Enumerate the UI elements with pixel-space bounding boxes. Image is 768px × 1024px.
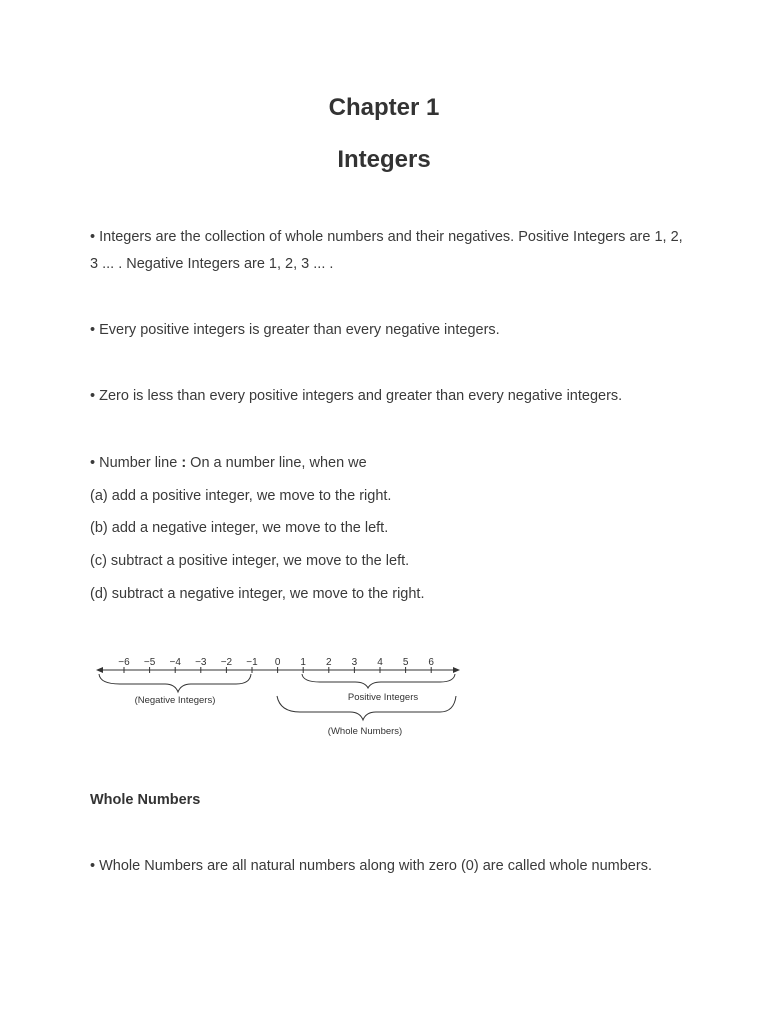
tick-group: [118, 657, 434, 673]
right-arrow-icon: [453, 667, 460, 673]
rule-b: (b) add a negative integer, we move to the left.: [90, 520, 389, 536]
negative-brace: [99, 674, 251, 692]
whole-numbers-label: (Whole Numbers): [327, 726, 403, 737]
tick-label: −6: [118, 657, 130, 668]
tick-label: −5: [143, 657, 156, 668]
tick-label: −1: [246, 657, 258, 668]
tick-label: 3: [351, 657, 358, 668]
negative-integers-label: (Negative Integers): [134, 695, 216, 706]
tick-label: −4: [169, 657, 181, 668]
positive-vs-negative-fact: • Every positive integers is greater than every negative integers.: [90, 322, 500, 338]
tick-label: 4: [377, 657, 383, 668]
rule-d: (d) subtract a negative integer, we move to the right.: [90, 586, 425, 602]
positive-brace: [302, 674, 455, 688]
number-line-intro-colon: :: [181, 455, 187, 471]
tick-label: 5: [402, 657, 409, 668]
tick-label: 2: [326, 657, 332, 668]
left-arrow-icon: [96, 667, 103, 673]
tick-label: −2: [220, 657, 233, 668]
positive-integers-label: Positive Integers: [347, 692, 419, 703]
rule-c: (c) subtract a positive integer, we move to the left.: [90, 553, 410, 569]
zero-fact: • Zero is less than every positive integers and greater than every negative integers.: [90, 388, 623, 404]
tick-label: 0: [274, 657, 281, 668]
tick-label: 1: [300, 657, 306, 668]
number-line-intro-bullet: • Number line: [90, 455, 182, 471]
chapter-title: Chapter 1: [328, 94, 440, 121]
whole-numbers-heading: Whole Numbers: [90, 792, 201, 808]
tick-label: 6: [428, 657, 434, 668]
topic-title: Integers: [337, 146, 431, 173]
number-line-figure: [90, 648, 470, 748]
number-line-intro: [90, 450, 690, 477]
rule-a: (a) add a positive integer, we move to the right.: [90, 488, 392, 504]
whole-numbers-definition: • Whole Numbers are all natural numbers along with zero (0) are called whole numbers.: [90, 858, 652, 874]
tick-label: −3: [195, 657, 207, 668]
integers-definition: • Integers are the collection of whole numbers and their negatives. Positive Integers are 1, 2, 3 ... . Negative Integers are 1, 2, 3 ... .: [90, 229, 683, 272]
number-line-intro-text: On a number line, when we: [186, 455, 367, 471]
